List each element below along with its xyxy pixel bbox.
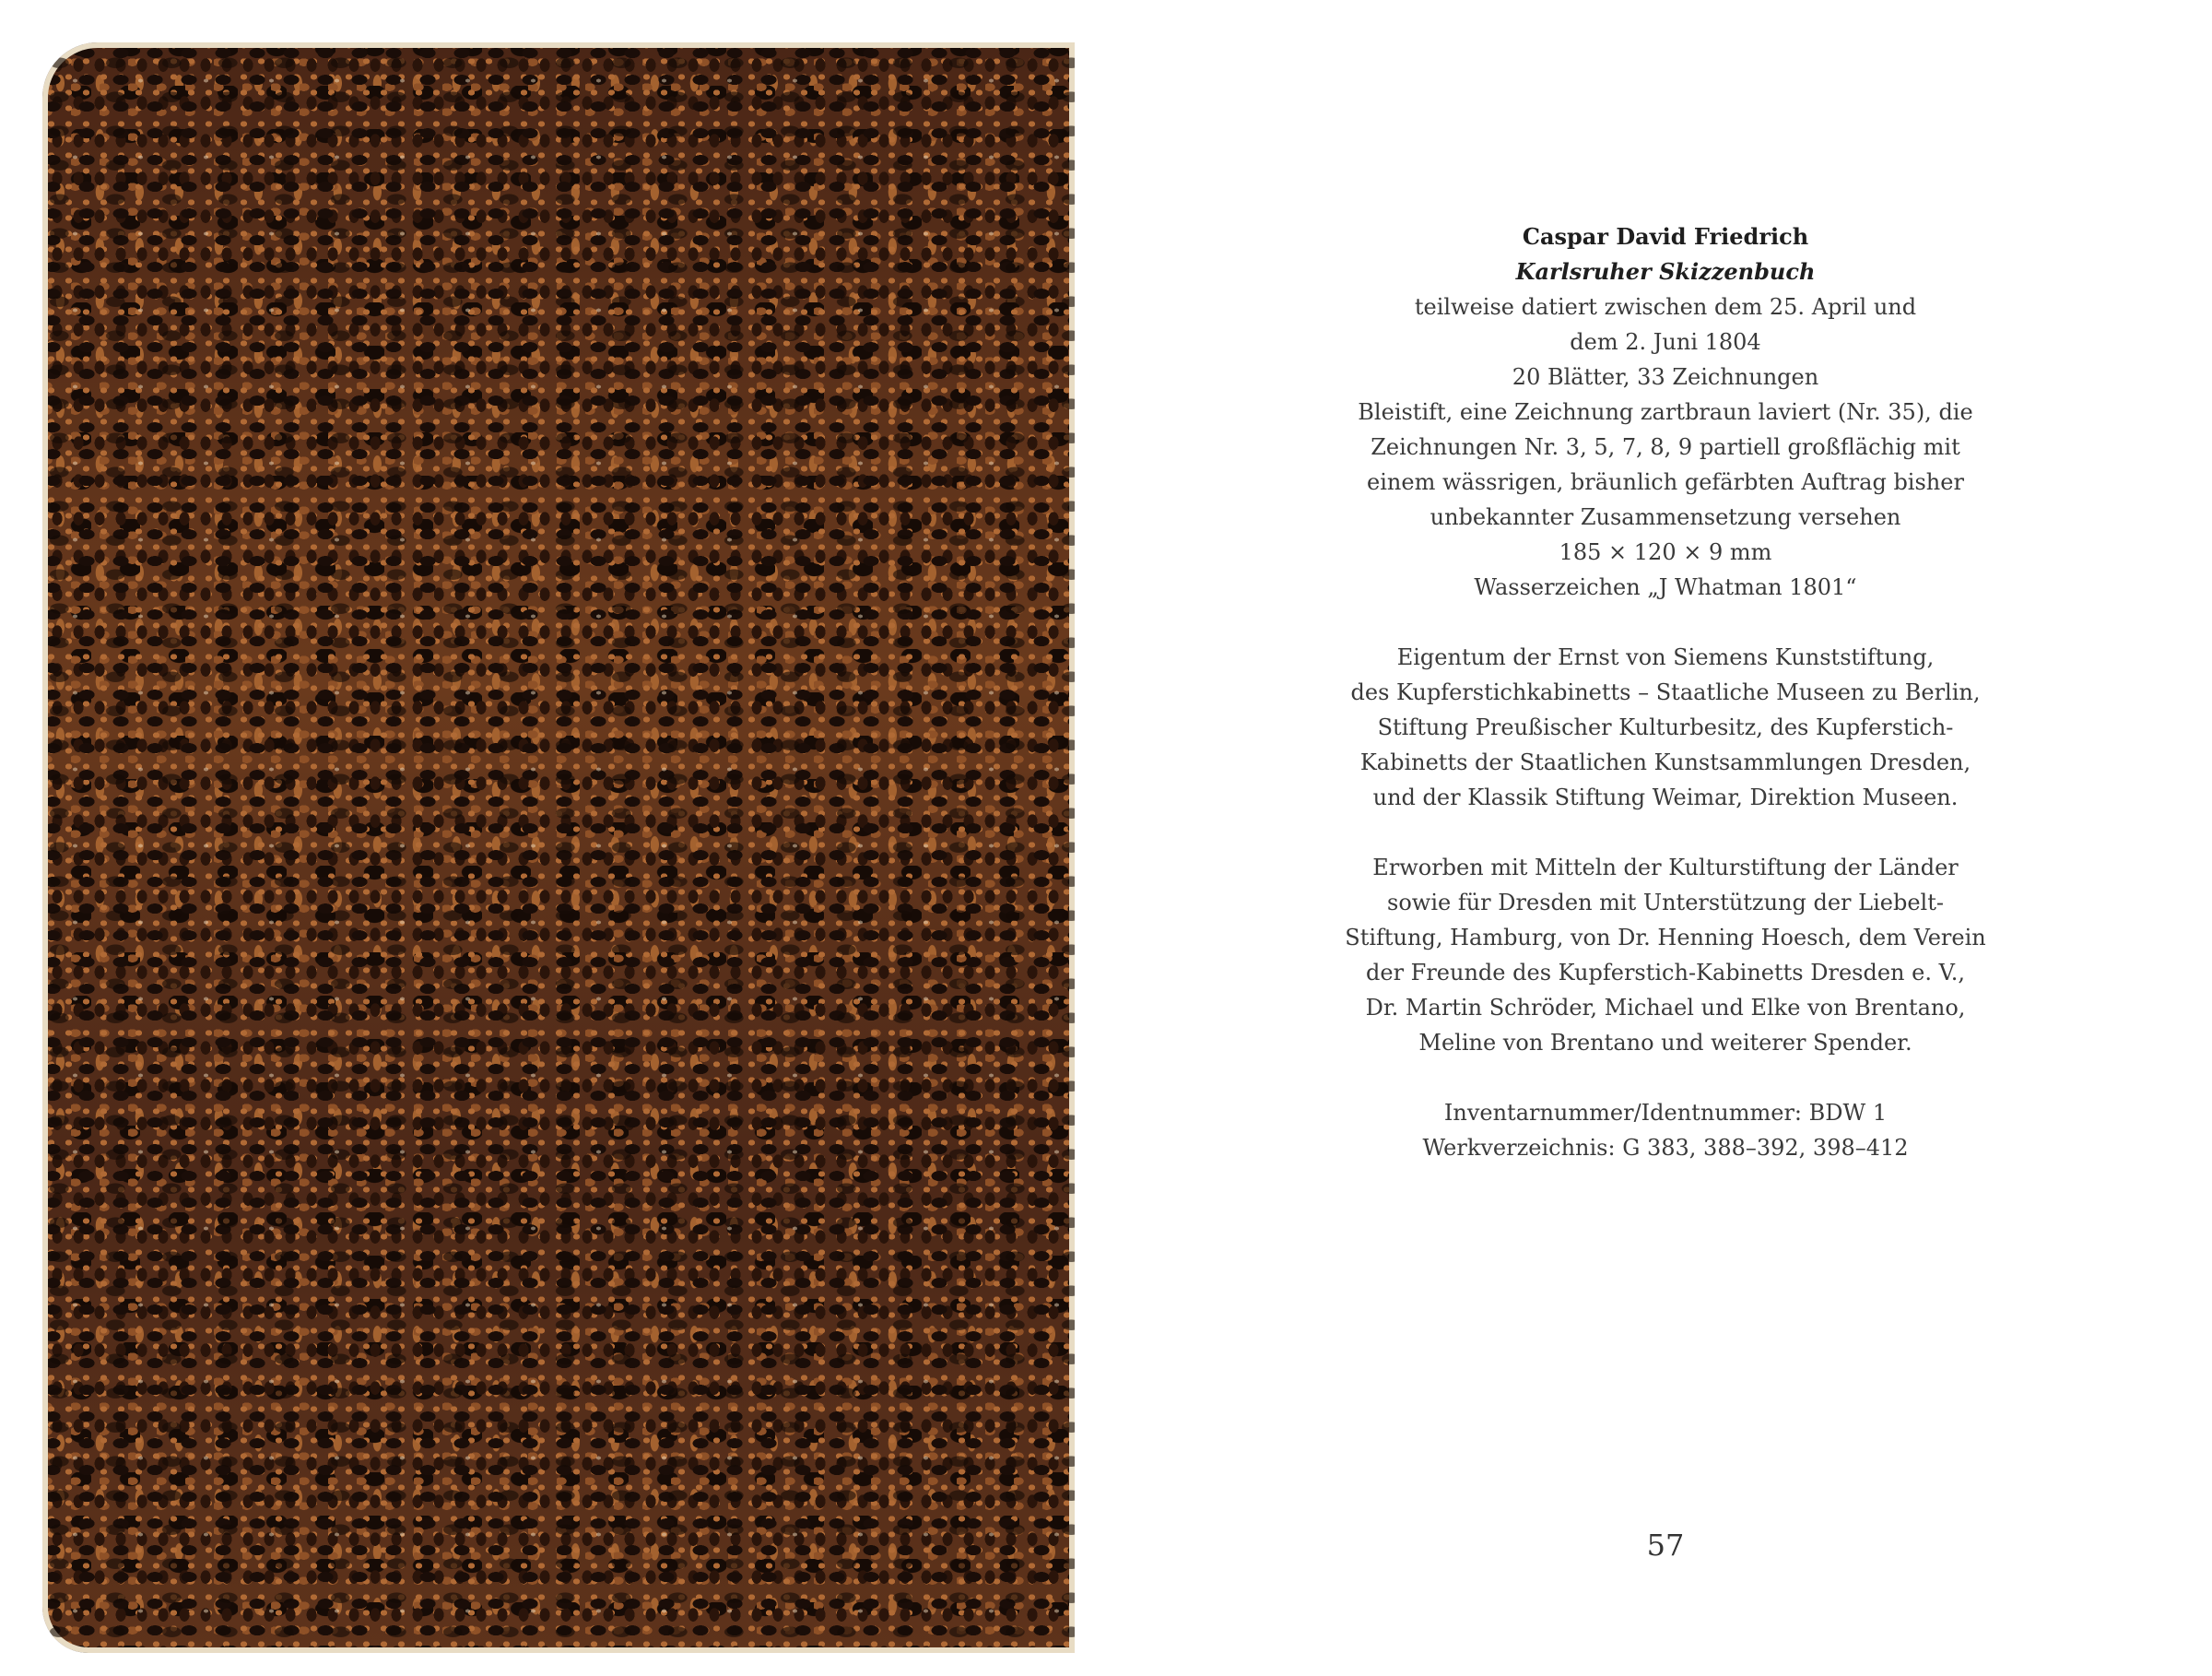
acquisition-line: Meline von Brentano und weiterer Spender.	[1418, 1030, 1912, 1056]
description-line: unbekannter Zusammensetzung versehen	[1430, 504, 1901, 530]
description-line: Zeichnungen Nr. 3, 5, 7, 8, 9 partiell großflächig mit	[1371, 434, 1960, 460]
catalogue-raisonne: Werkverzeichnis: G 383, 388–392, 398–412	[1422, 1135, 1909, 1161]
ownership-line: Kabinetts der Staatlichen Kunstsammlungen Dresden,	[1359, 749, 1971, 775]
description-line: 20 Blätter, 33 Zeichnungen	[1512, 364, 1819, 390]
ownership-line: Eigentum der Ernst von Siemens Kunststiftung,	[1396, 644, 1935, 670]
catalogue-entry	[1251, 219, 2080, 1165]
description-line: dem 2. Juni 1804	[1570, 329, 1761, 355]
inventory-label: Inventarnummer/Identnummer:	[1443, 1100, 1809, 1126]
ownership-line: Stiftung Preußischer Kulturbesitz, des Kupferstich-	[1377, 714, 1954, 740]
inventory-value: BDW 1	[1808, 1100, 1888, 1126]
description-line: 185 × 120 × 9 mm	[1559, 539, 1772, 565]
sketchbook-cover-image	[42, 42, 1075, 1653]
acquisition-line: sowie für Dresden mit Unterstützung der Liebelt-	[1387, 890, 1944, 915]
inventory-number	[1251, 1095, 2080, 1130]
acquisition-line: Stiftung, Hamburg, von Dr. Henning Hoesch, dem Verein	[1345, 925, 1986, 950]
acquisition-line: der Freunde des Kupferstich-Kabinetts Dresden e. V.,	[1366, 960, 1965, 986]
acquisition-line: Dr. Martin Schröder, Michael und Elke von Brentano,	[1365, 995, 1966, 1021]
page-number: 57	[1646, 1528, 1685, 1563]
description-line: Bleistift, eine Zeichnung zartbraun laviert (Nr. 35), die	[1358, 399, 1973, 425]
description-line: teilweise datiert zwischen dem 25. April und	[1414, 294, 1917, 320]
ownership-line: des Kupferstichkabinetts – Staatliche Museen zu Berlin,	[1350, 679, 1981, 705]
ownership-line: und der Klassik Stiftung Weimar, Direktion Museen.	[1372, 785, 1959, 810]
artist-name: Caspar David Friedrich	[1522, 223, 1809, 250]
description-line: einem wässrigen, bräunlich gefärbten Auftrag bisher	[1367, 469, 1964, 495]
work-title: Karlsruher Skizzenbuch	[1515, 258, 1816, 285]
description-line: Wasserzeichen „J Whatman 1801“	[1474, 574, 1857, 600]
acquisition-line: Erworben mit Mitteln der Kulturstiftung der Länder	[1372, 855, 1959, 880]
